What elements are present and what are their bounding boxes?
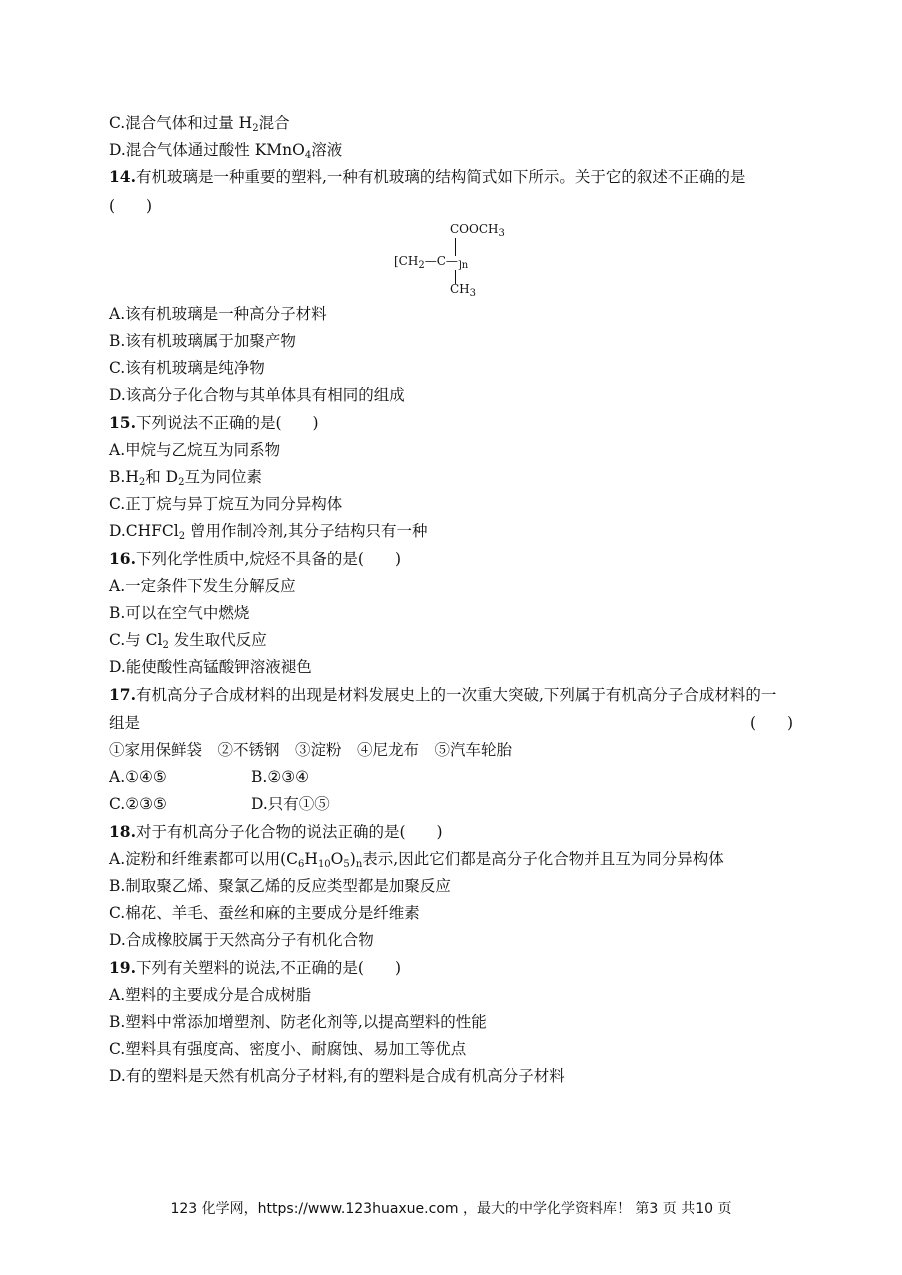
q17-stem-cont: 组是 bbox=[109, 714, 141, 732]
q17-option-c: C.②③⑤ bbox=[109, 795, 167, 813]
q17-paren: ( ) bbox=[750, 714, 794, 732]
q16-option-a: A.一定条件下发生分解反应 bbox=[109, 577, 296, 595]
q14-stem: 14.有机玻璃是一种重要的塑料,一种有机玻璃的结构简式如下所示。关于它的叙述不正确的是 bbox=[109, 167, 746, 186]
q18-option-b: B.制取聚乙烯、聚氯乙烯的反应类型都是加聚反应 bbox=[109, 877, 451, 895]
page-footer: 123 化学网，https://www.123huaxue.com ，最大的中学化学资料库！ 第3 页 共10 页 bbox=[170, 1201, 732, 1217]
q19-option-a: A.塑料的主要成分是合成树脂 bbox=[109, 986, 312, 1004]
q17-option-d: D.只有①⑤ bbox=[251, 795, 330, 813]
q17-items: ①家用保鲜袋 ②不锈钢 ③淀粉 ④尼龙布 ⑤汽车轮胎 bbox=[109, 741, 513, 759]
q18-stem: 18.对于有机高分子化合物的说法正确的是( ) bbox=[109, 822, 443, 841]
q15-stem: 15.下列说法不正确的是( ) bbox=[109, 413, 319, 432]
q18-option-a: A.淀粉和纤维素都可以用$(C_6H_{10}O_5)_n$表示,因此它们都是高分子化合物并且互为同分异构体 bbox=[109, 850, 724, 870]
q16-stem: 16.下列化学性质中,烷烃不具备的是( ) bbox=[109, 549, 401, 568]
q14-option-b: B.该有机玻璃属于加聚产物 bbox=[109, 332, 296, 350]
q19-option-c: C.塑料具有强度高、密度小、耐腐蚀、易加工等优点 bbox=[109, 1040, 467, 1058]
q18-option-c: C.棉花、羊毛、蚕丝和麻的主要成分是纤维素 bbox=[109, 904, 420, 922]
q17-option-b: B.②③④ bbox=[251, 768, 310, 786]
q14-option-d: D.该高分子化合物与其单体具有相同的组成 bbox=[109, 386, 405, 404]
q15-option-a: A.甲烷与乙烷互为同系物 bbox=[109, 441, 281, 459]
formula-top-group: $COOCH_3$ bbox=[450, 222, 505, 239]
q13-option-d: D.混合气体通过酸性 KMnO$_4$溶液 bbox=[109, 141, 343, 161]
q15-option-d: D.CHFCl$_2$ 曾用作制冷剂,其分子结构只有一种 bbox=[109, 522, 428, 542]
q14-paren: ( ) bbox=[109, 197, 153, 215]
q19-option-d: D.有的塑料是天然有机高分子材料,有的塑料是合成有机高分子材料 bbox=[109, 1067, 565, 1085]
q16-option-b: B.可以在空气中燃烧 bbox=[109, 604, 250, 622]
formula-bottom-group: $CH_3$ bbox=[450, 282, 477, 299]
formula-main-chain: [$CH_2—C—_{]n}$ bbox=[394, 254, 469, 271]
q15-option-c: C.正丁烷与异丁烷互为同分异构体 bbox=[109, 495, 343, 513]
q17-option-a: A.①④⑤ bbox=[109, 768, 167, 786]
q19-option-b: B.塑料中常添加增塑剂、防老化剂等,以提高塑料的性能 bbox=[109, 1013, 487, 1031]
q19-stem: 19.下列有关塑料的说法,不正确的是( ) bbox=[109, 958, 401, 977]
q17-stem: 17.有机高分子合成材料的出现是材料发展史上的一次重大突破,下列属于有机高分子合成材料的一 bbox=[109, 685, 777, 704]
q13-option-c: C.混合气体和过量 $H_2$混合 bbox=[109, 114, 290, 134]
q16-option-d: D.能使酸性高锰酸钾溶液褪色 bbox=[109, 658, 312, 676]
q18-option-d: D.合成橡胶属于天然高分子有机化合物 bbox=[109, 931, 374, 949]
q14-option-a: A.该有机玻璃是一种高分子材料 bbox=[109, 305, 327, 323]
structural-formula bbox=[392, 222, 522, 298]
q16-option-c: C.与 $Cl_2$ 发生取代反应 bbox=[109, 631, 267, 651]
q14-option-c: C.该有机玻璃是纯净物 bbox=[109, 359, 265, 377]
q15-option-b: $B.H_2$和 $D_2$互为同位素 bbox=[109, 468, 262, 488]
